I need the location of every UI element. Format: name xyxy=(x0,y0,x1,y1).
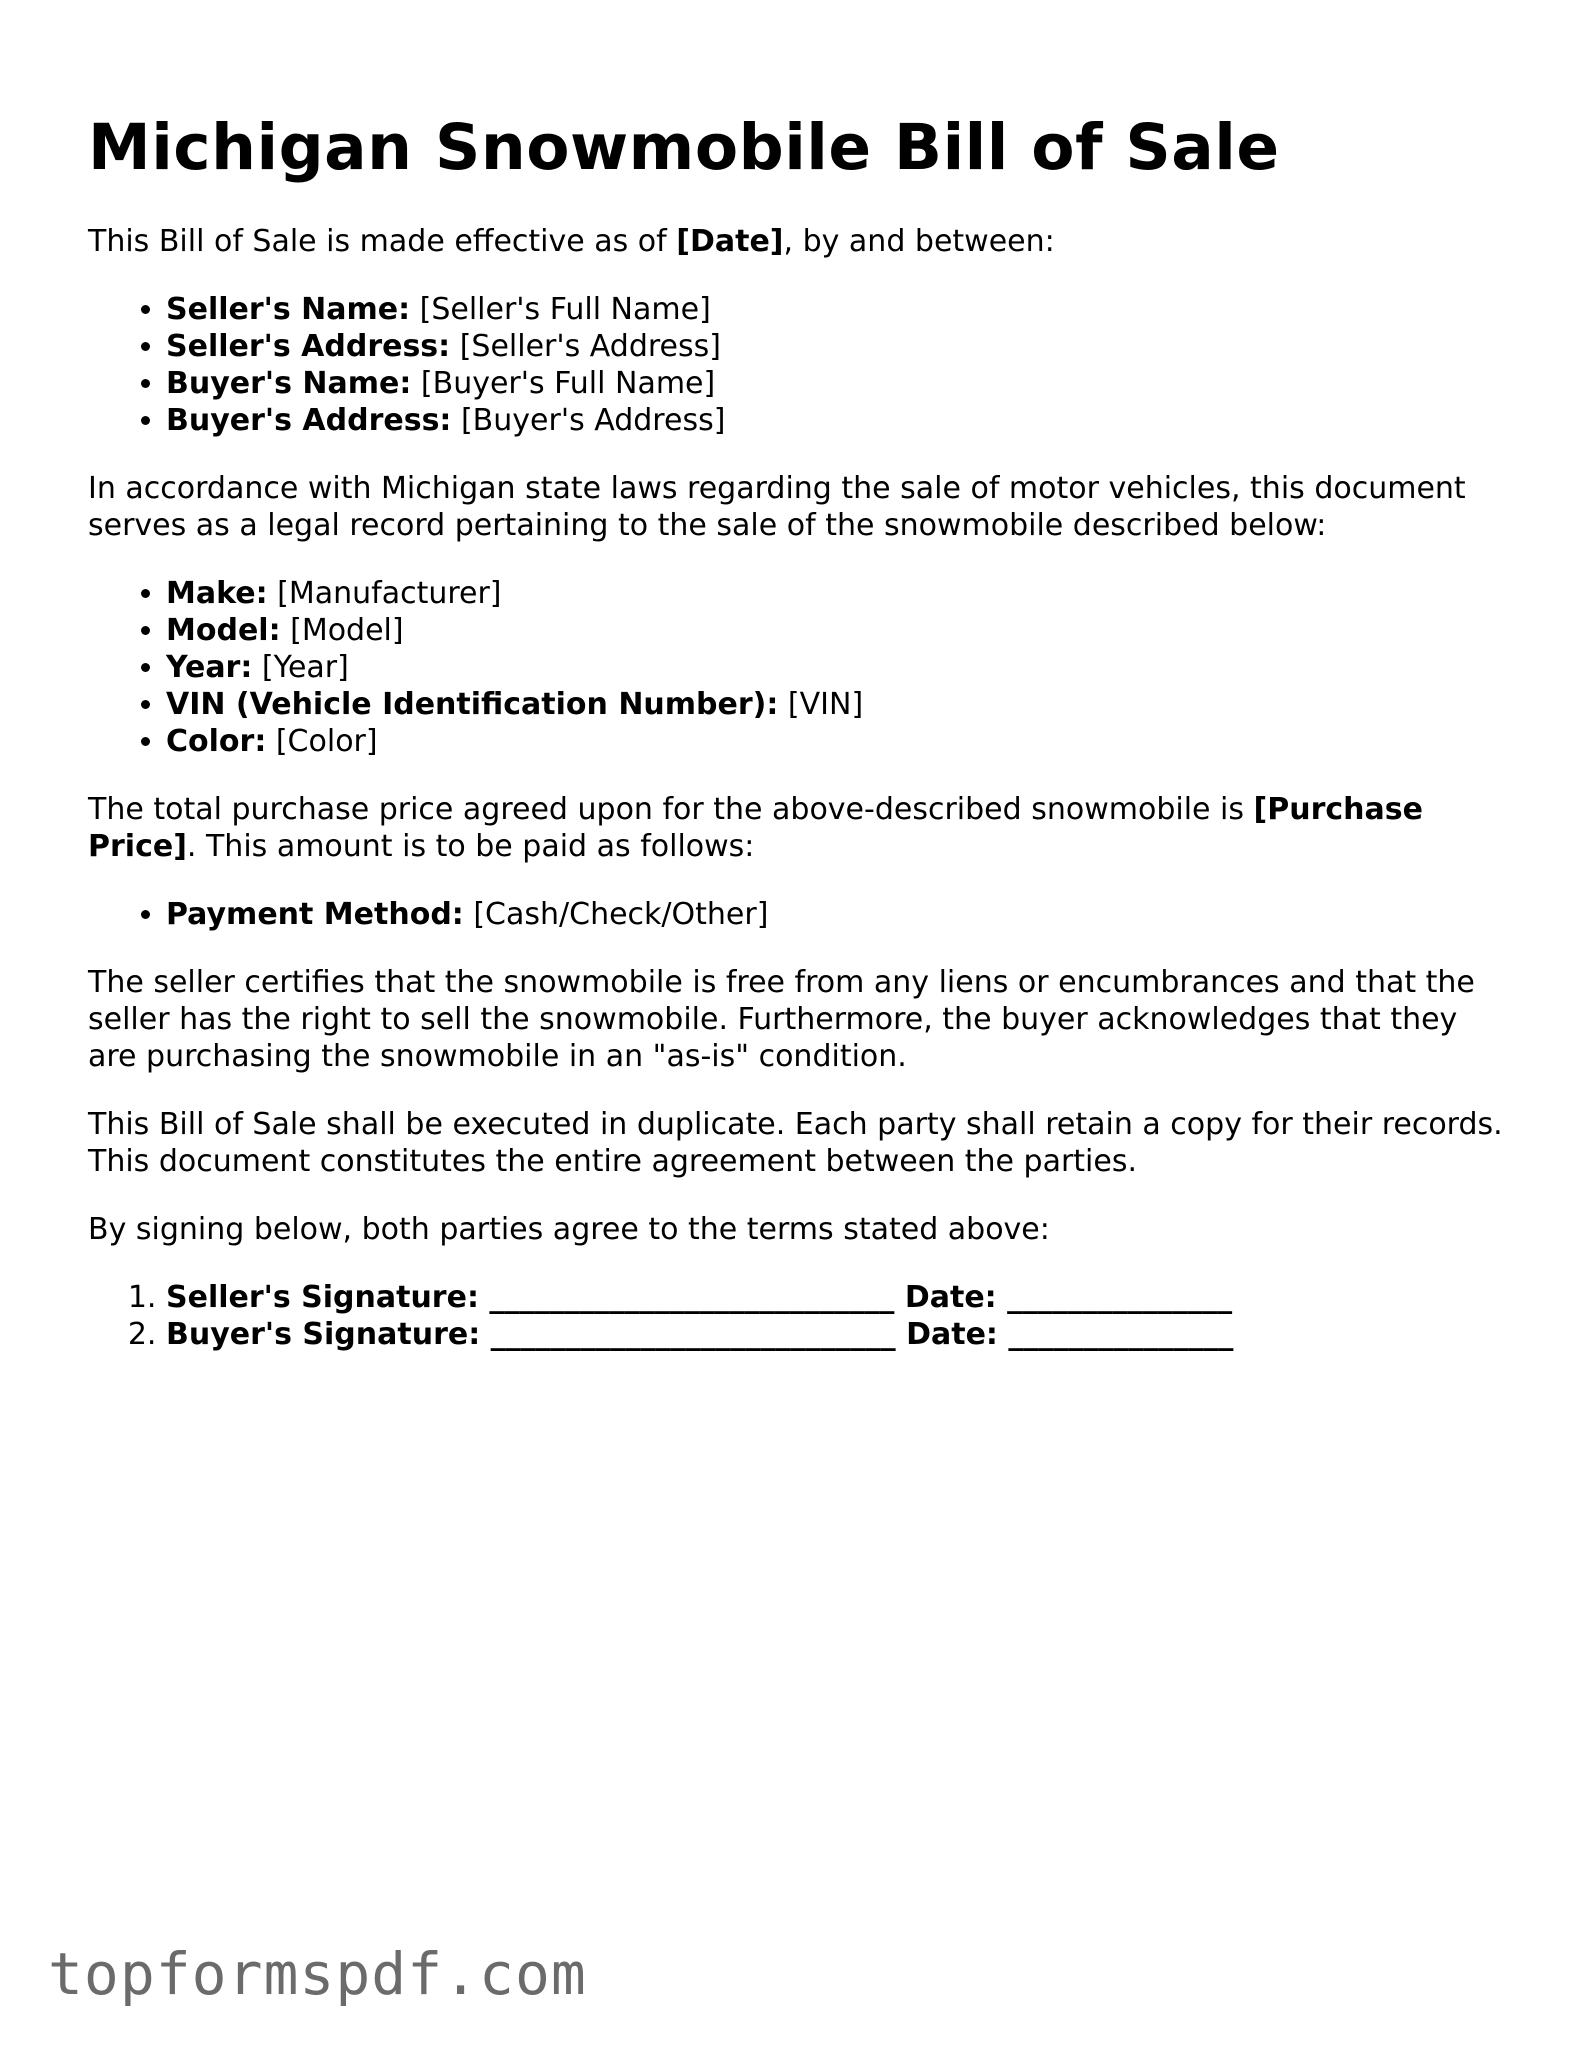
seller-signature-line[interactable] xyxy=(166,1279,1508,1316)
list-item xyxy=(166,291,1508,328)
list-item xyxy=(166,686,1508,723)
intro-paragraph xyxy=(88,223,1508,260)
vehicle-details-list xyxy=(88,575,1508,760)
watermark: topformspdf.com xyxy=(48,1940,587,2008)
intro-text-before: This Bill of Sale is made effective as of xyxy=(88,223,677,259)
price-text-after: . This amount is to be paid as follows: xyxy=(186,828,755,864)
document xyxy=(88,100,1508,1384)
buyer-address-value: [Buyer's Address] xyxy=(451,402,726,438)
list-item xyxy=(166,896,1508,933)
list-item xyxy=(166,402,1508,439)
buyer-name-value: [Buyer's Full Name] xyxy=(411,365,716,401)
list-item xyxy=(166,649,1508,686)
seller-signature-text: Seller's Signature: ___________________________ Date: _______________ xyxy=(166,1279,1233,1315)
buyer-signature-text: Buyer's Signature: ___________________________ Date: _______________ xyxy=(166,1316,1234,1352)
payment-list xyxy=(88,896,1508,933)
parties-list xyxy=(88,291,1508,439)
model-value: [Model] xyxy=(280,612,404,648)
seller-name-value: [Seller's Full Name] xyxy=(410,291,711,327)
buyer-signature-line[interactable] xyxy=(166,1316,1508,1353)
price-paragraph xyxy=(88,791,1508,865)
year-value: [Year] xyxy=(252,649,349,685)
agreement-paragraph: By signing below, both parties agree to the terms stated above: xyxy=(88,1211,1050,1247)
list-item xyxy=(166,328,1508,365)
payment-method-label: Payment Method: xyxy=(166,896,464,932)
make-label: Make: xyxy=(166,575,268,611)
price-text-before: The total purchase price agreed upon for the above-described snowmobile is xyxy=(88,791,1254,827)
certification-paragraph: The seller certifies that the snowmobile is free from any liens or encumbrances and that the seller has the right to sell the snowmobile. Furthermore, the buyer acknowledges that they are purchasing the snowmobile in an "as-is" condition. xyxy=(88,964,1475,1074)
buyer-name-label: Buyer's Name: xyxy=(166,365,412,401)
color-label: Color: xyxy=(166,723,267,759)
seller-address-label: Seller's Address: xyxy=(166,328,451,364)
buyer-address-label: Buyer's Address: xyxy=(166,402,452,438)
intro-text-after: , by and between: xyxy=(783,223,1055,259)
purchase-price-placeholder: [Purchase Price] xyxy=(88,791,1423,864)
year-label: Year: xyxy=(166,649,253,685)
seller-name-label: Seller's Name: xyxy=(166,291,411,327)
signature-list xyxy=(88,1279,1508,1353)
list-item xyxy=(166,612,1508,649)
list-item xyxy=(166,365,1508,402)
legal-paragraph: In accordance with Michigan state laws regarding the sale of motor vehicles, this document serves as a legal record pertaining to the sale of the snowmobile described below: xyxy=(88,470,1466,543)
list-item xyxy=(166,575,1508,612)
seller-address-value: [Seller's Address] xyxy=(450,328,721,364)
make-value: [Manufacturer] xyxy=(267,575,502,611)
color-value: [Color] xyxy=(266,723,378,759)
vin-label: VIN (Vehicle Identification Number): xyxy=(166,686,779,722)
vin-value: [VIN] xyxy=(778,686,864,722)
effective-date-placeholder: [Date] xyxy=(676,223,784,259)
model-label: Model: xyxy=(166,612,281,648)
duplicate-paragraph: This Bill of Sale shall be executed in duplicate. Each party shall retain a copy for their records. This document constitutes the entire agreement between the parties. xyxy=(88,1106,1503,1179)
payment-method-value: [Cash/Check/Other] xyxy=(463,896,769,932)
document-title: Michigan Snowmobile Bill of Sale xyxy=(88,111,1280,184)
list-item xyxy=(166,723,1508,760)
